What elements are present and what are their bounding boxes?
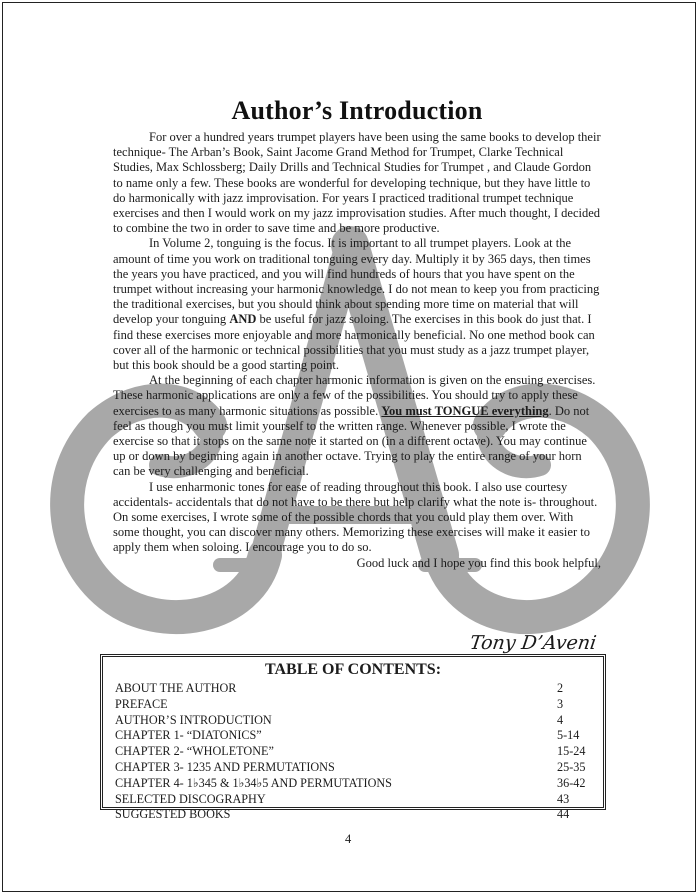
- toc-entry-page: 5-14: [557, 728, 580, 743]
- toc-row: [103, 681, 603, 697]
- paragraph-3-part-a: At the beginning of each chapter harmonic information is given on the ensuing exercises. These harmonic applications are only a few of the possibilities. You should try to apply these exercises to as many harmonic situations as possible.: [113, 373, 596, 418]
- page-title: Author’s Introduction: [231, 96, 483, 125]
- paragraph-1: For over a hundred years trumpet players have been using the same books to develop their technique- The Arban’s Book, Saint Jacome Grand Method for Trumpet, Clarke Technical Studies, Max Schlossberg; Daily Drills and Technical Studies for Trumpet , and Claude Gordon to name only a few. These books are wonderful for developing technique, but they have little to do harmonically with jazz improvisation. For years I practiced traditional trumpet technique exercises and then I would work on my jazz improvisation studies. After much thought, I decided to combine the two in order to save time and be more productive.: [113, 130, 601, 236]
- paragraph-3: [113, 373, 601, 479]
- paragraph-2-part-a: In Volume 2, tonguing is the focus. It is important to all trumpet players. Look at the amount of time you work on traditional tonguing every day. Multiply it by 365 days, then times the years you have practiced, and you will find hundreds of hours that you have spent on the trumpet without increasing your harmonic knowledge. I do not mean to keep you from practicing the traditional exercises, but you should think about spending more time on material that will develop your tonguing: [113, 236, 600, 327]
- toc-entry-page: 36-42: [557, 775, 586, 790]
- toc-row: [103, 792, 603, 808]
- toc-entry-title: SELECTED DISCOGRAPHY: [115, 791, 266, 806]
- toc-row: [103, 713, 603, 729]
- introduction-section: [113, 96, 601, 571]
- toc-entry-title: SUGGESTED BOOKS: [115, 807, 231, 822]
- toc-row: [103, 807, 603, 823]
- toc-row: [103, 776, 603, 792]
- toc-row: [103, 728, 603, 744]
- toc-entry-page: 44: [557, 807, 570, 822]
- toc-entry-title: ABOUT THE AUTHOR: [115, 681, 237, 695]
- paragraph-2: [113, 236, 601, 373]
- toc-entry-page: 3: [557, 696, 564, 711]
- toc-entry-page: 4: [557, 712, 564, 727]
- toc-title: TABLE OF CONTENTS:: [264, 661, 442, 678]
- paragraph-3-part-b: . Do not feel as though you must limit yourself to the written range. Whenever possible, I wrote the exercise so that it stops on the same note it started on (in a different octave). You may continue up or down by beginning again in another octave. Trying to play the entire range of your horn can be very challenging and beneficial.: [113, 403, 590, 479]
- paragraph-4: I use enharmonic tones for ease of reading throughout this book. I also use courtesy accidentals- accidentals that do not have to be there but help clarify what the note is- throughout. On some exercises, I wrote some of the possible chords that you could play them over. With some thought, you can discover many others. Memorizing these exercises will make it easier to apply them when soloing. I encourage you to do so.: [113, 479, 598, 555]
- toc-entry-page: 2: [557, 681, 564, 695]
- toc-entry-page: 15-24: [557, 744, 586, 759]
- body-text: [113, 130, 601, 556]
- toc-entry-title: CHAPTER 1- “DIATONICS”: [115, 728, 262, 743]
- toc-entry-title: CHAPTER 3- 1235 AND PERMUTATIONS: [115, 759, 335, 774]
- toc-entry-page: 43: [557, 791, 570, 806]
- toc-entry-title: CHAPTER 4- 1♭345 & 1♭34♭5 AND PERMUTATIONS: [115, 775, 392, 790]
- paragraph-2-part-b: be useful for jazz soloing. The exercises in this book do just that. I find these exercises more enjoyable and more harmonically beneficial. No one method book can cover all of the harmonic or technical possibilities that you must study as a jazz trumpet player, but this book should be a good starting point.: [113, 312, 595, 373]
- toc-row: [103, 760, 603, 776]
- toc-row: [103, 697, 603, 713]
- author-signature: Tony D’Aveni: [468, 632, 598, 654]
- toc-entry-title: AUTHOR’S INTRODUCTION: [115, 712, 272, 727]
- toc-row: [103, 744, 603, 760]
- paragraph-2-bold: AND: [229, 312, 257, 327]
- paragraph-3-emphasis: You must TONGUE everything: [381, 403, 549, 418]
- closing-line: Good luck and I hope you find this book helpful,: [356, 555, 601, 570]
- toc-entry-title: CHAPTER 2- “WHOLETONE”: [115, 744, 274, 759]
- page-number: 4: [345, 832, 352, 846]
- toc-entry-page: 25-35: [557, 759, 586, 774]
- toc-entry-title: PREFACE: [115, 696, 168, 711]
- table-of-contents: [100, 654, 606, 822]
